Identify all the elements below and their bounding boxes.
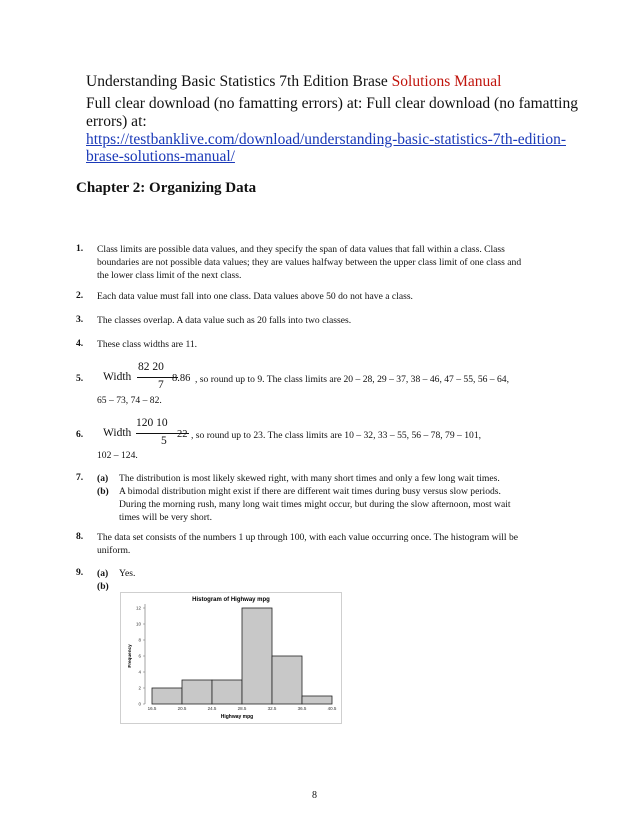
item-number: 1.: [76, 243, 84, 254]
item-3-text: The classes overlap. A data value such as 20 falls into two classes.: [97, 315, 352, 326]
x-tick-label: 36.5: [297, 706, 307, 711]
item-number: 9.: [76, 567, 84, 578]
width-result: 8.86: [172, 373, 191, 384]
item-9a-text: Yes.: [119, 568, 136, 579]
chapter-heading: Chapter 2: Organizing Data: [76, 180, 257, 196]
chart-title: Histogram of Highway mpg: [192, 597, 270, 603]
y-axis-label: Frequency: [127, 644, 132, 668]
y-tick-label: 10: [135, 621, 141, 627]
item-2-text: Each data value must fall into one class. Data values above 50 do not have a class.: [97, 291, 413, 302]
histogram-bar: [212, 680, 242, 704]
item-number: 4.: [76, 338, 84, 349]
item-number: 5.: [76, 373, 84, 384]
item-8-line: uniform.: [97, 545, 131, 556]
x-tick-label: 28.5: [237, 706, 247, 711]
width-result: 22: [177, 429, 188, 440]
y-tick-label: 0: [138, 701, 141, 707]
histogram-chart: [120, 592, 342, 724]
histogram-bar: [272, 656, 302, 704]
page-number: 8: [312, 790, 317, 801]
x-tick-label: 16.5: [147, 706, 157, 711]
download-link-part1[interactable]: https://testbanklive.com/download/understanding-basic-statistics-7th-edition-: [86, 131, 566, 148]
item-7a-text: The distribution is most likely skewed right, with many short times and only a few long wait times.: [119, 473, 500, 484]
y-tick-label: 2: [138, 685, 141, 691]
item-7b-line: A bimodal distribution might exist if there are different wait times during busy versus slow periods.: [119, 486, 501, 497]
x-tick-label: 24.5: [207, 706, 217, 711]
item-6-text: , so round up to 23. The class limits are 10 – 32, 33 – 55, 56 – 78, 79 – 101,: [191, 430, 482, 441]
item-7b-text: [119, 485, 579, 524]
item-5-text-cont: 65 – 73, 74 – 82.: [97, 395, 162, 406]
item-6-text-cont: 102 – 124.: [97, 450, 138, 461]
item-8-text: [97, 531, 567, 557]
y-tick-label: 12: [135, 605, 141, 611]
item-1-line: boundaries are not possible data values; they are values halfway between the upper class limit of one class and: [97, 257, 522, 268]
fraction-numerator: 82 20: [138, 361, 164, 373]
item-number: 8.: [76, 531, 84, 542]
item-number: 3.: [76, 314, 84, 325]
part-label: (b): [97, 486, 109, 497]
item-5-text: , so round up to 9. The class limits are 20 – 28, 29 – 37, 38 – 46, 47 – 55, 56 – 64,: [195, 374, 509, 385]
item-1-line: Class limits are possible data values, and they specify the span of data values that fall within a class. Class: [97, 244, 505, 255]
item-number: 6.: [76, 429, 84, 440]
download-line-cont: errors) at:: [86, 113, 147, 130]
part-label: (a): [97, 473, 109, 484]
x-tick-label: 40.5: [327, 706, 337, 711]
download-link-part2[interactable]: brase-solutions-manual/: [86, 148, 235, 165]
title-solutions-manual: Solutions Manual: [391, 73, 502, 90]
item-number: 7.: [76, 472, 84, 483]
title-text: Understanding Basic Statistics 7th Edition Brase: [86, 73, 392, 90]
x-tick-label: 32.5: [267, 706, 277, 711]
part-label: (a): [97, 568, 109, 579]
download-link-cont[interactable]: [86, 146, 606, 167]
item-number: 2.: [76, 290, 84, 301]
fraction-numerator: 120 10: [136, 417, 168, 429]
item-7b-line: During the morning rush, many long wait times might occur, but during the slow afternoon, most wait: [119, 499, 511, 510]
item-7b-line: times will be very short.: [119, 512, 212, 523]
histogram-bar: [302, 696, 332, 704]
x-axis-label: Highway mpg: [220, 714, 254, 720]
histogram-bar: [152, 688, 182, 704]
histogram-bar: [242, 608, 272, 704]
item-1-text: [97, 243, 567, 282]
fraction-denominator: 5: [161, 435, 167, 447]
item-4-text: These class widths are 11.: [97, 339, 198, 350]
width-label: Width: [103, 371, 132, 383]
part-label: (b): [97, 581, 109, 592]
histogram-bar: [182, 680, 212, 704]
item-8-line: The data set consists of the numbers 1 up through 100, with each value occurring once. The histogram will be: [97, 532, 519, 543]
item-1-line: the lower class limit of the next class.: [97, 270, 242, 281]
y-tick-label: 6: [138, 653, 141, 659]
download-line: Full clear download (no famatting errors) at: Full clear download (no famatting: [86, 95, 578, 112]
width-label: Width: [103, 427, 132, 439]
x-tick-label: 20.5: [177, 706, 187, 711]
y-tick-label: 8: [138, 637, 141, 643]
document-title: [86, 71, 606, 92]
fraction-denominator: 7: [158, 379, 164, 391]
y-tick-label: 4: [138, 669, 141, 675]
